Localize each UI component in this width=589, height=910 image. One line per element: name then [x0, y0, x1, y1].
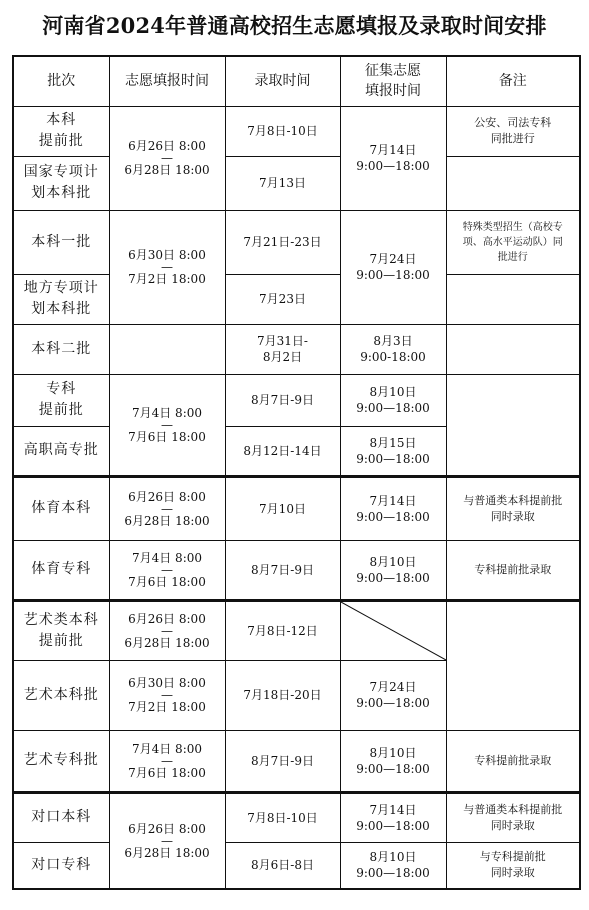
- fill-time-cell: 6月26日 8:00 — 6月28日 18:00: [109, 600, 225, 660]
- header-admit-time: 录取时间: [225, 56, 340, 106]
- admit-time-cell: 8月7日-9日: [225, 374, 340, 426]
- remark-cell: [446, 156, 580, 210]
- collect-time-cell: 8月10日 9:00—18:00: [340, 540, 446, 600]
- batch-cell: 体育专科: [13, 540, 109, 600]
- batch-cell: 高职高专批: [13, 426, 109, 476]
- fill-time-cell: 7月4日 8:00 — 7月6日 18:00: [109, 730, 225, 792]
- remark-cell: [446, 600, 580, 730]
- admit-time-cell: 7月10日: [225, 476, 340, 540]
- remark-cell: 与普通类本科提前批 同时录取: [446, 476, 580, 540]
- batch-cell: 对口专科: [13, 842, 109, 889]
- fill-time-cell: 6月30日 8:00 — 7月2日 18:00: [109, 210, 225, 324]
- fill-time-cell: 6月26日 8:00 — 6月28日 18:00: [109, 792, 225, 889]
- remark-cell: [446, 374, 580, 476]
- admit-time-cell: 7月21日-23日: [225, 210, 340, 274]
- table-row: [13, 476, 580, 540]
- table-row: [13, 730, 580, 792]
- collect-time-cell: 8月10日 9:00—18:00: [340, 842, 446, 889]
- batch-cell: 本科一批: [13, 210, 109, 274]
- table-row: [13, 792, 580, 842]
- fill-time-cell: [109, 324, 225, 374]
- admit-time-cell: 8月12日-14日: [225, 426, 340, 476]
- table-row: [13, 106, 580, 156]
- table-row: [13, 210, 580, 274]
- header-row: [13, 56, 580, 106]
- collect-time-cell: 7月14日 9:00—18:00: [340, 106, 446, 210]
- fill-time-cell: 6月26日 8:00 — 6月28日 18:00: [109, 106, 225, 210]
- remark-cell: [446, 324, 580, 374]
- remark-cell: 专科提前批录取: [446, 730, 580, 792]
- admit-time-cell: 7月18日-20日: [225, 660, 340, 730]
- admit-time-cell: 7月8日-12日: [225, 600, 340, 660]
- remark-cell: 与专科提前批 同时录取: [446, 842, 580, 889]
- page-title: 河南省2024年普通高校招生志愿填报及录取时间安排: [42, 13, 547, 38]
- admit-time-cell: 7月23日: [225, 274, 340, 324]
- table-row: [13, 842, 580, 889]
- table-row: [13, 600, 580, 660]
- remark-cell: 特殊类型招生（高校专 项、高水平运动队）同 批进行: [446, 210, 580, 274]
- diagonal-line-icon: [341, 602, 446, 660]
- batch-cell: 对口本科: [13, 792, 109, 842]
- fill-time-cell: 6月30日 8:00 — 7月2日 18:00: [109, 660, 225, 730]
- batch-cell: 地方专项计 划本科批: [13, 274, 109, 324]
- remark-cell: 专科提前批录取: [446, 540, 580, 600]
- admit-time-cell: 7月8日-10日: [225, 106, 340, 156]
- batch-cell: 国家专项计 划本科批: [13, 156, 109, 210]
- header-collect-time: 征集志愿 填报时间: [340, 56, 446, 106]
- fill-time-cell: 7月4日 8:00 — 7月6日 18:00: [109, 374, 225, 476]
- fill-time-cell: 7月4日 8:00 — 7月6日 18:00: [109, 540, 225, 600]
- header-batch: 批次: [13, 56, 109, 106]
- admit-time-cell: 8月6日-8日: [225, 842, 340, 889]
- batch-cell: 艺术本科批: [13, 660, 109, 730]
- admit-time-cell: 8月7日-9日: [225, 540, 340, 600]
- admit-time-cell: 7月8日-10日: [225, 792, 340, 842]
- batch-cell: 体育本科: [13, 476, 109, 540]
- remark-cell: [446, 274, 580, 324]
- table-row: [13, 540, 580, 600]
- batch-cell: 艺术专科批: [13, 730, 109, 792]
- schedule-table: [12, 55, 581, 890]
- batch-cell: 专科 提前批: [13, 374, 109, 426]
- batch-cell: 艺术类本科 提前批: [13, 600, 109, 660]
- batch-cell: 本科 提前批: [13, 106, 109, 156]
- header-fill-time: 志愿填报时间: [109, 56, 225, 106]
- collect-time-cell: 7月14日 9:00—18:00: [340, 792, 446, 842]
- remark-cell: 公安、司法专科 同批进行: [446, 106, 580, 156]
- collect-time-cell-crossed: [340, 600, 446, 660]
- collect-time-cell: 8月3日 9:00-18:00: [340, 324, 446, 374]
- table-row: [13, 374, 580, 426]
- table-row: [13, 274, 580, 324]
- collect-time-cell: 7月24日 9:00—18:00: [340, 660, 446, 730]
- remark-cell: 与普通类本科提前批 同时录取: [446, 792, 580, 842]
- collect-time-cell: 8月10日 9:00—18:00: [340, 730, 446, 792]
- collect-time-cell: 7月14日 9:00—18:00: [340, 476, 446, 540]
- collect-time-cell: 8月15日 9:00—18:00: [340, 426, 446, 476]
- fill-time-cell: 6月26日 8:00 — 6月28日 18:00: [109, 476, 225, 540]
- batch-cell: 本科二批: [13, 324, 109, 374]
- table-row: [13, 324, 580, 374]
- table-row: [13, 156, 580, 210]
- header-remark: 备注: [446, 56, 580, 106]
- collect-time-cell: 7月24日 9:00—18:00: [340, 210, 446, 324]
- admit-time-cell: 8月7日-9日: [225, 730, 340, 792]
- admit-time-cell: 7月13日: [225, 156, 340, 210]
- admit-time-cell: 7月31日- 8月2日: [225, 324, 340, 374]
- collect-time-cell: 8月10日 9:00—18:00: [340, 374, 446, 426]
